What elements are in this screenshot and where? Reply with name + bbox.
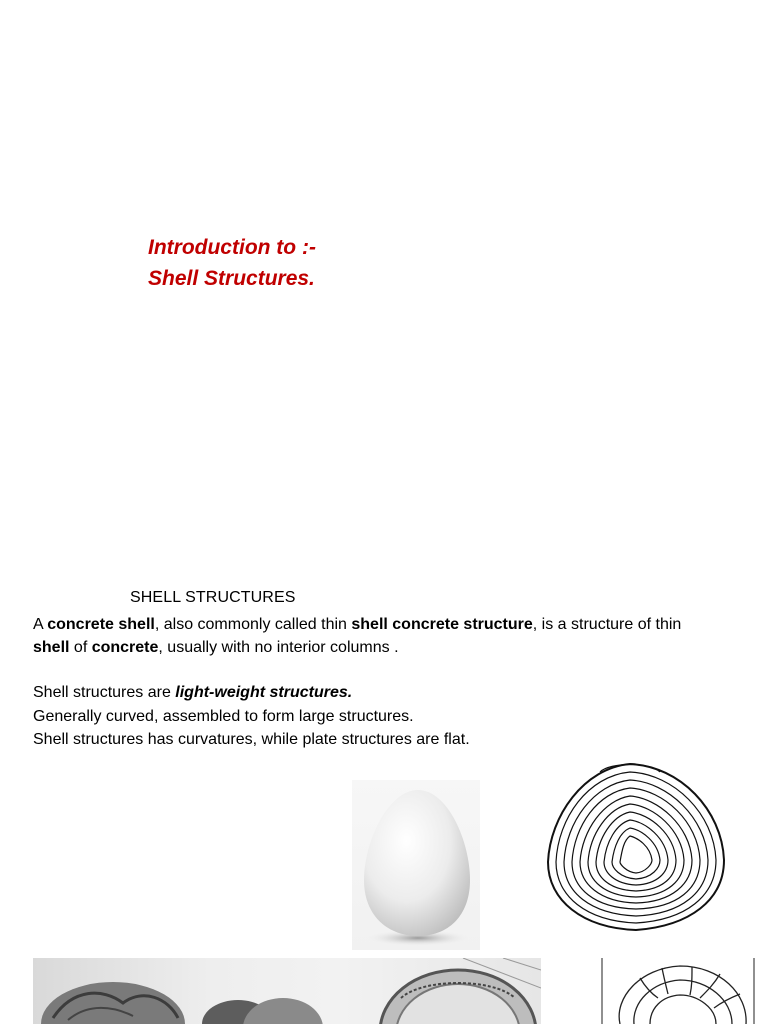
curvature-paragraph: Shell structures has curvatures, while plate structures are flat. [33,731,470,748]
light-weight-paragraph [33,681,753,704]
section-heading: SHELL STRUCTURES [130,589,296,606]
def-bold-shell: shell [33,639,70,656]
definition-paragraph [33,613,753,659]
curved-paragraph: Generally curved, assembled to form large structures. [33,708,414,725]
intro-title-line-2: Shell Structures. [148,267,315,290]
egg-icon [352,780,480,950]
walnut-shell-icon [33,958,541,1024]
clam-shell-illustration [540,760,730,938]
light-weight-emphasis: light-weight structures. [175,684,353,701]
def-text-3: , is a structure of thin [532,616,682,633]
def-text-4: of [69,639,92,656]
light-weight-prefix: Shell structures are [33,684,176,701]
clam-shell-icon [540,760,730,938]
def-text-5: , usually with no interior columns . [158,639,399,656]
nautilus-shell-illustration [600,958,756,1024]
intro-title [148,232,316,294]
egg-illustration [352,780,480,950]
walnut-shell-photo [33,958,541,1024]
intro-title-line-1: Introduction to :- [148,236,316,259]
def-text-2: , also commonly called thin [154,616,352,633]
def-bold-concrete-shell: concrete shell [47,616,155,633]
nautilus-shell-icon [600,958,756,1024]
def-bold-shell-concrete-structure: shell concrete structure [351,616,533,633]
def-bold-concrete: concrete [91,639,159,656]
def-text-1: A [33,616,48,633]
